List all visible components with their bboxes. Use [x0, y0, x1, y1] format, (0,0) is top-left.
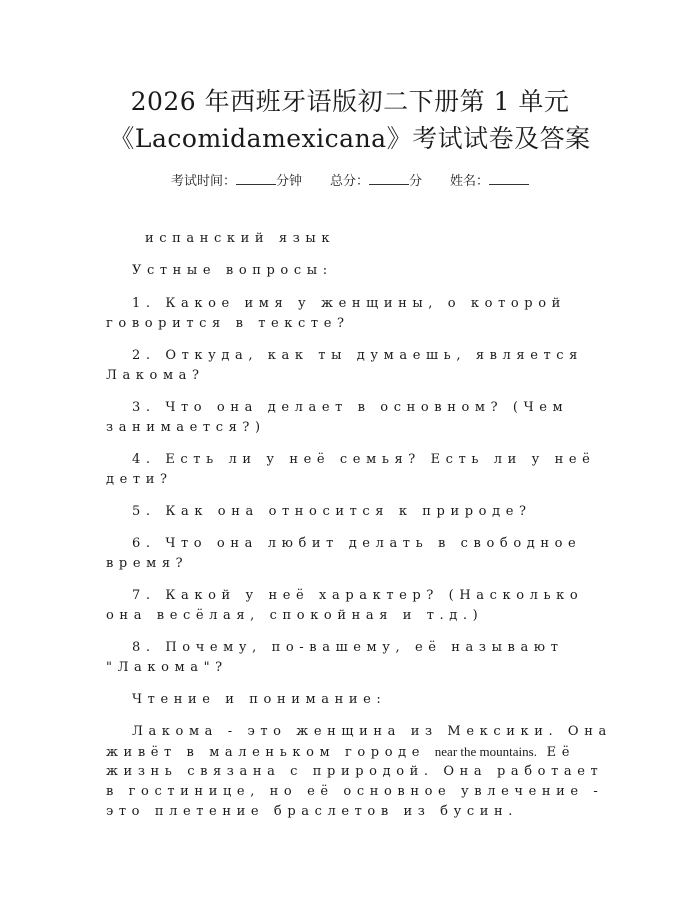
- question-5-line-1: 5. Как она относится к природе?: [132, 504, 532, 519]
- question-3-line-2: занимается?): [106, 420, 266, 435]
- question-1-line-2: говорится в тексте?: [106, 316, 350, 331]
- question-4-line-1: 4. Есть ли у неё семья? Есть ли у неё: [132, 452, 596, 467]
- title-line-1: 2026 年西班牙语版初二下册第 1 单元: [130, 87, 570, 116]
- question-4-line-2: дети?: [106, 472, 173, 487]
- score-unit: 分: [409, 174, 423, 189]
- question-8-line-2: "Лакома"?: [106, 660, 228, 675]
- oral-questions-heading: Устные вопросы:: [132, 263, 333, 278]
- exam-meta-row: [0, 170, 700, 189]
- name-label: 姓名：: [450, 174, 490, 189]
- question-3-line-1: 3. Что она делает в основном? (Чем: [132, 400, 569, 415]
- question-7-line-2: она весёлая, спокойная и т.д.): [106, 608, 484, 623]
- reading-heading: Чтение и понимание:: [132, 692, 387, 707]
- time-blank: [236, 172, 276, 185]
- reading-line-2: [106, 744, 575, 760]
- reading-line-4: в гостинице, но её основное увлечение -: [106, 784, 604, 799]
- reading-line-5: это плетение браслетов из бусин.: [106, 804, 518, 819]
- score-label: 总分：: [329, 174, 369, 189]
- time-unit: 分钟: [275, 174, 302, 189]
- reading-line-3: жизнь связана с природой. Она работает: [106, 764, 604, 779]
- reading-line-2-part-a: живёт в маленьком городе: [106, 745, 435, 760]
- question-6-line-1: 6. Что она любит делать в свободное: [132, 536, 582, 551]
- subject-heading: испанский язык: [145, 231, 336, 246]
- question-8-line-1: 8. Почему, по-вашему, её называют: [132, 640, 564, 655]
- reading-line-2-part-c: Её: [536, 745, 576, 760]
- time-label: 考试时间：: [170, 174, 236, 189]
- question-6-line-2: время?: [106, 556, 189, 571]
- question-2-line-2: Лакома?: [106, 368, 205, 383]
- reading-line-2-part-b: near the mountains.: [434, 744, 537, 759]
- score-blank: [369, 172, 409, 185]
- question-7-line-1: 7. Какой у неё характер? (Насколько: [132, 588, 584, 603]
- title-line-2: 《Lacomidamexicana》考试试卷及答案: [109, 124, 591, 153]
- question-1-line-1: 1. Какое имя у женщины, о которой: [132, 296, 566, 311]
- name-blank: [489, 172, 529, 185]
- question-2-line-1: 2. Откуда, как ты думаешь, является: [132, 348, 583, 363]
- reading-line-1: Лакома - это женщина из Мексики. Она: [132, 724, 612, 739]
